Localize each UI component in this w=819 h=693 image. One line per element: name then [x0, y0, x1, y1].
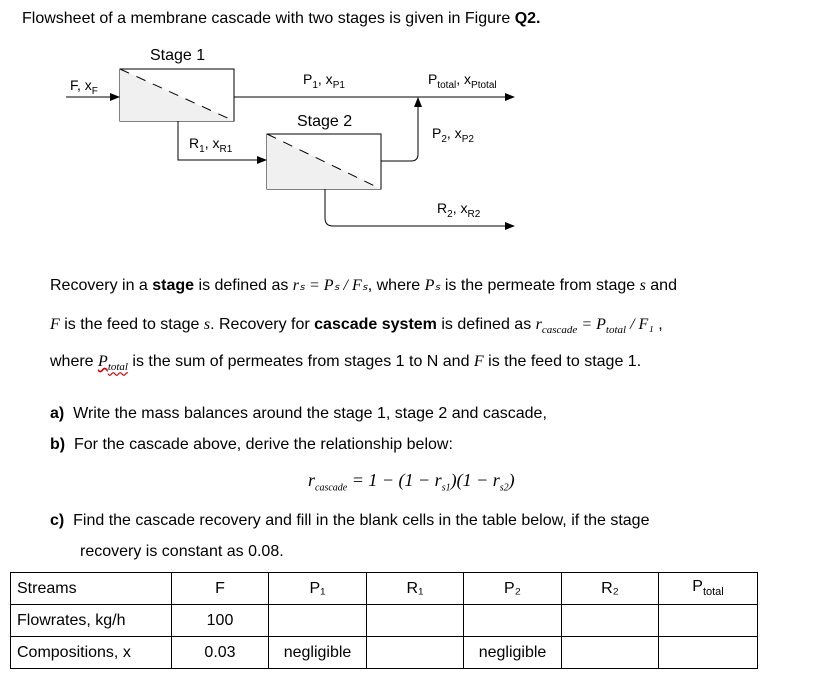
cell: Compositions, x [11, 637, 172, 669]
stream-table [10, 572, 758, 669]
header-f: F [172, 573, 269, 605]
p1-label: $P_1$, $x_{P1}$ [303, 71, 345, 91]
cell: 0.03 [172, 637, 269, 669]
blank-cell[interactable] [659, 637, 758, 669]
question-c: c) Find the cascade recovery and fill in the blank cells in the table below, if the stage [50, 512, 650, 529]
definition-line-3: where $P_{total}$ is the sum of permeates from stages 1 to N and F is the feed to stage 1. [50, 353, 642, 374]
definition-line-2: F is the feed to stage s. Recovery for cascade system is defined as $r_{cascade} = P_{total} / F_1$ , [50, 316, 663, 337]
header-r1: R₁ [367, 573, 464, 605]
stage-1-label: Stage 1 [150, 47, 206, 64]
cascade-flowsheet [0, 0, 819, 270]
cell: 100 [172, 605, 269, 637]
r2-stream [325, 189, 514, 226]
header-p2: P₂ [464, 573, 562, 605]
header-p1: P₁ [269, 573, 367, 605]
header-r2: R₂ [562, 573, 659, 605]
cell: negligible [269, 637, 367, 669]
blank-cell[interactable] [367, 637, 464, 669]
question-c-line-2: recovery is constant as 0.08. [80, 543, 284, 560]
blank-cell[interactable] [659, 605, 758, 637]
p2-stream [381, 98, 418, 161]
stage-2-box [267, 134, 381, 189]
blank-cell[interactable] [562, 605, 659, 637]
stage-2-label: Stage 2 [297, 113, 353, 130]
blank-cell[interactable] [269, 605, 367, 637]
cascade-formula: $r_{cascade} = 1 - (1 - r_{s1})(1 - r_{s2})$ [308, 470, 515, 494]
definition-line-1: Recovery in a stage is defined as rₛ = Pₛ / Fₛ, where Pₛ is the permeate from stage s and [50, 277, 677, 294]
blank-cell[interactable] [562, 637, 659, 669]
cell: Flowrates, kg/h [11, 605, 172, 637]
header-streams: Streams [11, 573, 172, 605]
blank-cell[interactable] [464, 605, 562, 637]
r2-label: $R_2$, $x_{R2}$ [437, 200, 481, 220]
header-ptotal: $P_{total}$ [659, 573, 758, 605]
cell: negligible [464, 637, 562, 669]
stage-1-box [120, 69, 234, 121]
ptotal-label: $P_{total}$, $x_{Ptotal}$ [428, 71, 497, 91]
blank-cell[interactable] [367, 605, 464, 637]
table-row [11, 637, 758, 669]
question-b: b) For the cascade above, derive the relationship below: [50, 436, 453, 453]
question-title: Flowsheet of a membrane cascade with two stages is given in Figure Q2. [22, 10, 541, 27]
feed-label: F, $x_F$ [70, 77, 98, 97]
question-a: a) Write the mass balances around the stage 1, stage 2 and cascade, [50, 405, 547, 422]
r1-label: $R_1$, $x_{R1}$ [189, 135, 233, 155]
table-row [11, 605, 758, 637]
p2-label: $P_2$, $x_{P2}$ [432, 125, 474, 145]
table-header-row [11, 573, 758, 605]
